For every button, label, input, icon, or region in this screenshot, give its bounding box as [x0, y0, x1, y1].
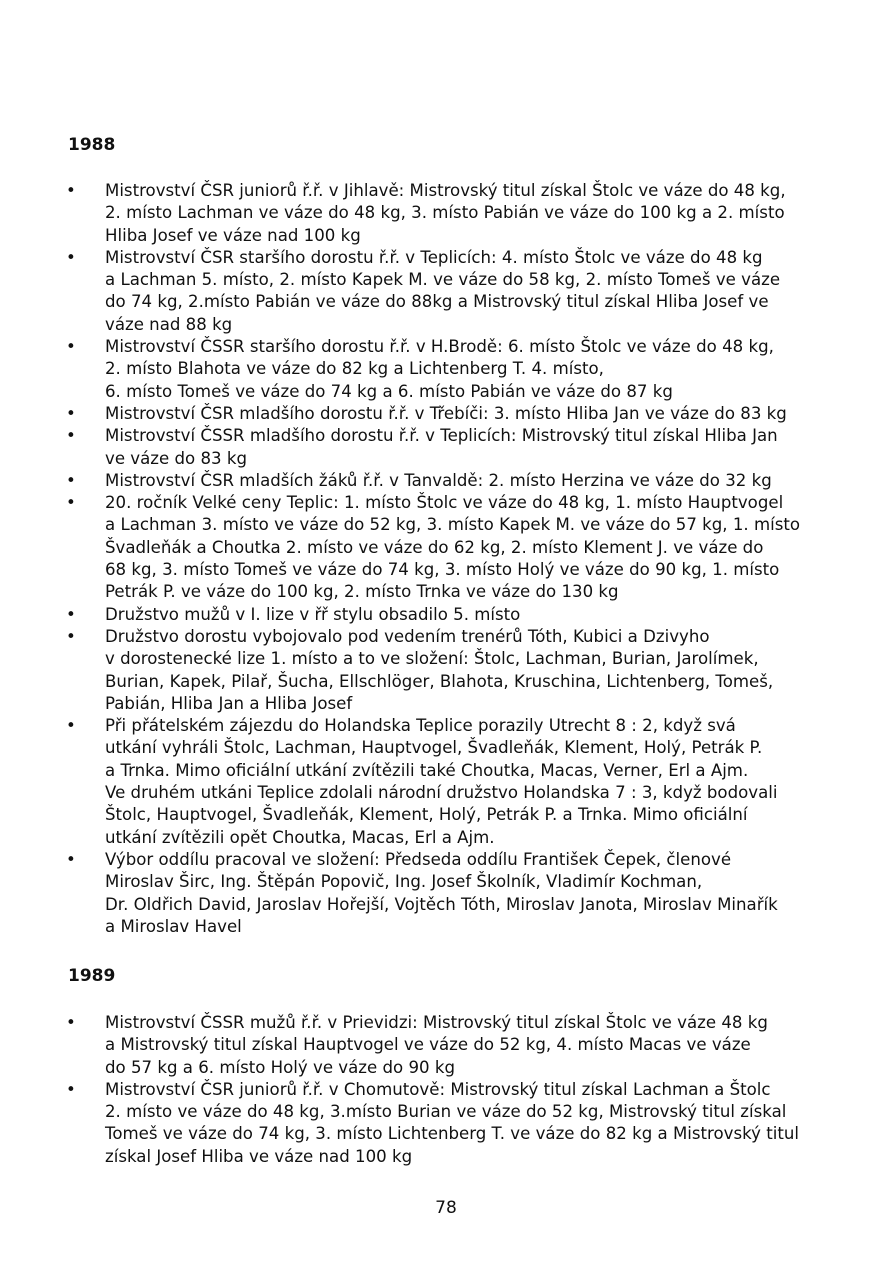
bullet: • — [66, 247, 76, 267]
bullet: • — [66, 1079, 76, 1099]
list-item — [0, 180, 840, 247]
list-item — [0, 425, 840, 470]
bullet: • — [66, 849, 76, 869]
year-heading-1988: 1988 — [68, 135, 116, 155]
list-item-text: Mistrovství ČSSR staršího dorostu ř.ř. v H.Brodě: 6. místo Štolc ve váze do 48 kg, 2. místo Blahota ve váze do 82 kg a Lichtenberg T. 4. místo, 6. místo Tomeš ve váze do 74 kg a 6. místo Pabián ve váze do 87 kg — [105, 337, 774, 401]
list-item-text: Družstvo dorostu vybojovalo pod vedením trenérů Tóth, Kubici a Dzivyho v dorostenecké lize 1. místo a to ve složení: Štolc, Lachman, Burian, Jarolímek, Burian, Kapek, Pilař, Šucha, Ellschlöger, Blahota, Kruschina, Lichtenberg, Tomeš, Pabián, Hliba Jan a Hliba Josef — [105, 626, 774, 713]
list-item — [0, 626, 840, 715]
list-item-text: 20. ročník Velké ceny Teplic: 1. místo Štolc ve váze do 48 kg, 1. místo Hauptvogel a Lachman 3. místo ve váze do 52 kg, 3. místo Kapek M. ve váze do 57 kg, 1. místo Švadleňák a Choutka 2. místo ve váze do 62 kg, 2. místo Klement J. ve váze do 68 kg, 3. místo Tomeš ve váze do 74 kg, 3. místo Holý ve váze do 90 kg, 1. místo Petrák P. ve váze do 100 kg, 2. místo Trnka ve váze do 130 kg — [105, 493, 801, 602]
list-item-text: Mistrovství ČSR mladších žáků ř.ř. v Tanvaldě: 2. místo Herzina ve váze do 32 kg — [105, 470, 772, 490]
bullet: • — [66, 426, 76, 446]
list-item — [0, 492, 840, 603]
events-list-1988 — [0, 180, 892, 938]
list-item — [0, 715, 840, 849]
bullet: • — [66, 337, 76, 357]
bullet: • — [66, 493, 76, 513]
list-item — [0, 403, 840, 425]
year-heading-1989: 1989 — [68, 966, 116, 986]
list-item — [0, 1012, 840, 1079]
list-item — [0, 1079, 840, 1168]
page-number: 78 — [435, 1198, 457, 1218]
list-item-text: Při přátelském zájezdu do Holandska Teplice porazily Utrecht 8 : 2, když svá utkání vyhráli Štolc, Lachman, Hauptvogel, Švadleňák, Klement, Holý, Petrák P. a Trnka. Mimo oficiální utkání zvítězili také Choutka, Macas, Verner, Erl a Ajm. Ve druhém utkáni Teplice zdolali národní družstvo Holandska 7 : 3, když bodovali Štolc, Hauptvogel, Švadleňák, Klement, Holý, Petrák P. a Trnka. Mimo oficiální utkání zvítězili opět Choutka, Macas, Erl a Ajm. — [105, 716, 778, 847]
list-item-text: Družstvo mužů v I. lize v řř stylu obsadilo 5. místo — [105, 604, 521, 624]
events-list-1989 — [0, 1012, 892, 1168]
list-item-text: Mistrovství ČSSR mužů ř.ř. v Prievidzi: Mistrovský titul získal Štolc ve váze 48 kg a Mistrovský titul získal Hauptvogel ve váze do 52 kg, 4. místo Macas ve váze do 57 kg a 6. místo Holý ve váze do 90 kg — [105, 1013, 768, 1077]
list-item — [0, 849, 840, 938]
list-item-text: Mistrovství ČSR staršího dorostu ř.ř. v Teplicích: 4. místo Štolc ve váze do 48 kg a Lachman 5. místo, 2. místo Kapek M. ve váze do 58 kg, 2. místo Tomeš ve váze do 74 kg, 2.místo Pabián ve váze do 88kg a Mistrovský titul získal Hliba Josef ve váze nad 88 kg — [105, 247, 781, 334]
list-item-text: Mistrovství ČSR juniorů ř.ř. v Chomutově: Mistrovský titul získal Lachman a Štolc 2. místo ve váze do 48 kg, 3.místo Burian ve váze do 52 kg, Mistrovský titul získal Tomeš ve váze do 74 kg, 3. místo Lichtenberg T. ve váze do 82 kg a Mistrovský titul získal Josef Hliba ve váze nad 100 kg — [105, 1079, 799, 1166]
list-item-text: Mistrovství ČSR juniorů ř.ř. v Jihlavě: Mistrovský titul získal Štolc ve váze do 48 kg, 2. místo Lachman ve váze do 48 kg, 3. místo Pabián ve váze do 100 kg a 2. místo Hliba Josef ve váze nad 100 kg — [105, 181, 786, 245]
bullet: • — [66, 470, 76, 490]
bullet: • — [66, 626, 76, 646]
list-item — [0, 604, 840, 626]
bullet: • — [66, 181, 76, 200]
bullet: • — [66, 403, 76, 423]
list-item — [0, 470, 840, 492]
bullet: • — [66, 604, 76, 624]
list-item — [0, 336, 840, 403]
bullet: • — [66, 716, 76, 736]
list-item-text: Mistrovství ČSSR mladšího dorostu ř.ř. v Teplicích: Mistrovský titul získal Hliba Jan ve váze do 83 kg — [105, 426, 778, 468]
bullet: • — [66, 1013, 76, 1032]
list-item-text: Mistrovství ČSR mladšího dorostu ř.ř. v Třebíči: 3. místo Hliba Jan ve váze do 83 kg — [105, 403, 787, 423]
list-item — [0, 247, 840, 336]
list-item-text: Výbor oddílu pracoval ve složení: Předseda oddílu František Čepek, členové Miroslav Širc, Ing. Štěpán Popovič, Ing. Josef Školník, Vladimír Kochman, Dr. Oldřich David, Jaroslav Hořejší, Vojtěch Tóth, Miroslav Janota, Miroslav Minařík a Miroslav Havel — [105, 849, 778, 936]
